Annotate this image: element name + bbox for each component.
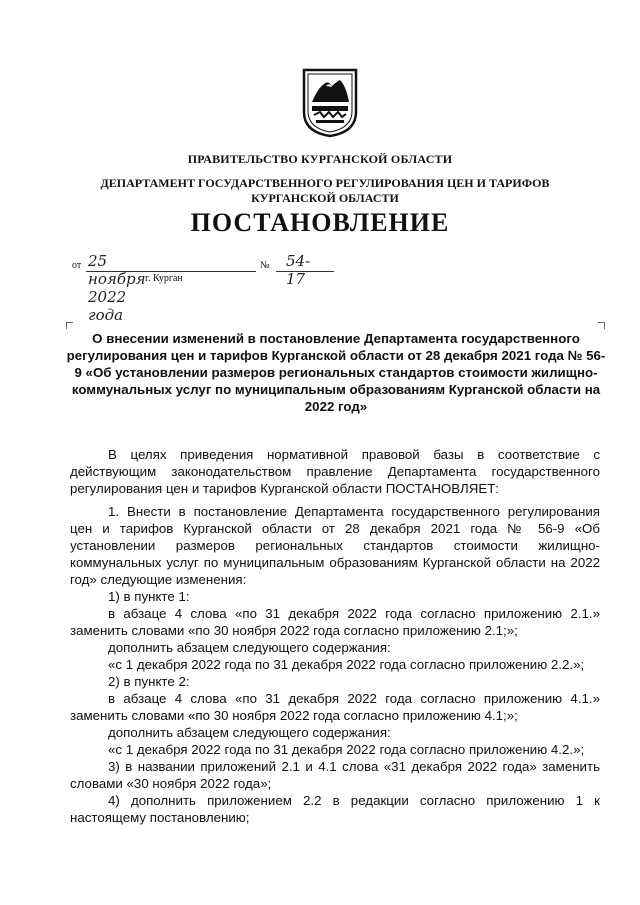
number-underline [276,271,334,272]
body-paragraph: В целях приведения нормативной правовой базы в соответствие с действующим законодательством правление Департамента государственного регулирования цен и тарифов Курганской области ПОСТАНОВЛЯЕТ: [70,447,600,496]
from-label: от [72,260,82,271]
body-paragraph: в абзаце 4 слова «по 31 декабря 2022 года согласно приложению 2.1.» заменить словами «по 30 ноября 2022 года согласно приложению 2.1;»; [70,606,600,638]
document-body [70,446,600,826]
title-bracket-left [66,322,73,329]
document-number: 54-17 [286,252,311,288]
date-underline [86,271,256,272]
document-type: ПОСТАНОВЛЕНИЕ [190,208,450,237]
body-paragraph: 4) дополнить приложением 2.2 в редакции согласно приложению 1 к настоящему постановлению; [70,793,600,825]
title-bracket-right [598,322,605,329]
body-paragraph: дополнить абзацем следующего содержания: [108,725,391,740]
body-paragraph: «с 1 декабря 2022 года по 31 декабря 2022 года согласно приложению 4.2.»; [108,742,585,757]
department-name: ДЕПАРТАМЕНТ ГОСУДАРСТВЕННОГО РЕГУЛИРОВАНИЯ ЦЕН И ТАРИФОВ КУРГАНСКОЙ ОБЛАСТИ [100,176,550,205]
body-paragraph: в абзаце 4 слова «по 31 декабря 2022 года согласно приложению 4.1.» заменить словами «по 30 ноября 2022 года согласно приложению 4.1;»; [70,691,600,723]
body-paragraph: 3) в названии приложений 2.1 и 4.1 слова «31 декабря 2022 года» заменить словами «30 ноября 2022 года»; [70,759,600,791]
body-paragraph: «с 1 декабря 2022 года по 31 декабря 2022 года согласно приложению 2.2.»; [108,657,585,672]
document-date: 25 ноября 2022 года [88,252,146,324]
city: г. Курган [145,273,183,284]
government-name: ПРАВИТЕЛЬСТВО КУРГАНСКОЙ ОБЛАСТИ [187,152,453,166]
body-paragraph: 1) в пункте 1: [108,589,190,604]
body-paragraph: 2) в пункте 2: [108,674,190,689]
coat-of-arms-icon [302,68,358,138]
number-label: № [260,260,270,271]
document-title: О внесении изменений в постановление Департамента государственного регулирования цен и тарифов Курганской области от 28 декабря 2021 года № 56-9 «Об установлении размеров региональных стандартов стоимости жилищно-коммунальных услуг по муниципальным образованиям Курганской области на 2022 год» [66,331,606,414]
body-paragraph: дополнить абзацем следующего содержания: [108,640,391,655]
body-paragraph: 1. Внести в постановление Департамента государственного регулирования цен и тарифов Курганской области от 28 декабря 2021 года № 56-9 «Об установлении размеров региональных стандартов стоимости жилищно-коммунальных услуг по муниципальным образованиям Курганской области на 2022 год» следующие изменения: [70,504,600,587]
